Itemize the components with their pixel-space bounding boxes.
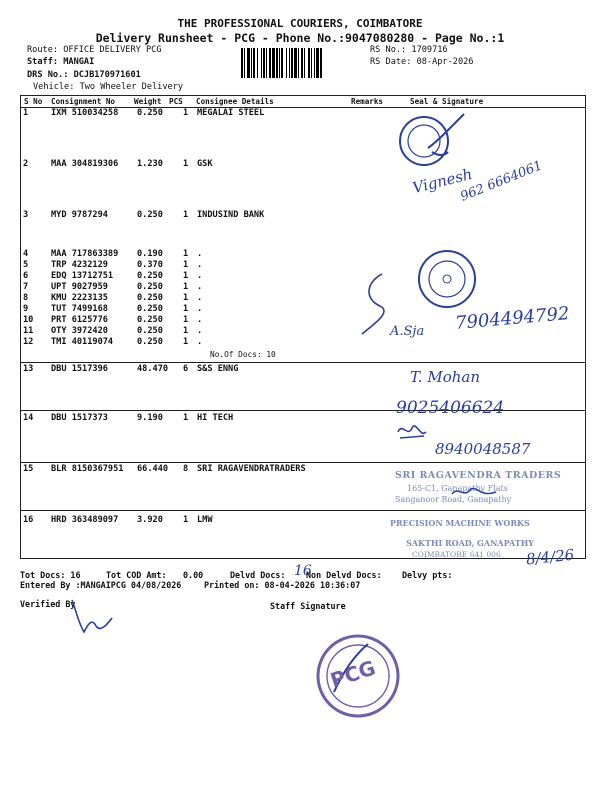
row-weight: 0.370 — [137, 260, 163, 270]
row-sno: 7 — [23, 282, 29, 292]
non-delivered-docs-label: Non Delvd Docs: — [306, 570, 382, 580]
row-sno: 4 — [23, 249, 29, 259]
row-weight: 0.250 — [137, 108, 163, 118]
row14-signature-icon — [396, 420, 428, 442]
row-pcs: 1 — [183, 326, 189, 336]
row-sno: 1 — [23, 108, 29, 118]
row-consignee: GSK — [197, 159, 213, 169]
row-consignment-number: TMI 40119074 — [51, 337, 114, 347]
row-pcs: 1 — [183, 337, 189, 347]
drs-number: DRS No.: DCJB170971601 — [27, 70, 141, 80]
row-consignee: LMW — [197, 515, 213, 525]
row-weight: 0.250 — [137, 326, 163, 336]
row-weight: 66.440 — [137, 464, 169, 474]
row-consignee: . — [197, 271, 203, 281]
row-weight: 0.250 — [137, 337, 163, 347]
col-sno: S No — [24, 97, 43, 106]
row-consignee: HI TECH — [197, 413, 234, 423]
delivery-points-label: Delvy pts: — [402, 570, 453, 580]
row-sno: 10 — [23, 315, 34, 325]
row-consignment-number: TUT 7499168 — [51, 304, 108, 314]
col-weight: Weight — [134, 97, 162, 106]
row-consignee: MEGALAI STEEL — [197, 108, 265, 118]
vehicle-label: Vehicle: Two Wheeler Delivery — [33, 82, 184, 92]
row-sno: 5 — [23, 260, 29, 270]
row-consignee: . — [197, 315, 203, 325]
row-weight: 0.250 — [137, 315, 163, 325]
staff-label: Staff: MANGAI — [27, 57, 95, 67]
rs-date: RS Date: 08-Apr-2026 — [370, 57, 474, 67]
company-title: THE PROFESSIONAL COURIERS, COIMBATORE — [177, 17, 423, 30]
row14-phone: 8940048587 — [435, 440, 531, 458]
delivered-docs-label: Delvd Docs: — [230, 570, 286, 580]
route-label: Route: OFFICE DELIVERY PCG — [27, 45, 162, 55]
row-pcs: 1 — [183, 304, 189, 314]
row-pcs: 1 — [183, 315, 189, 325]
row-weight: 48.470 — [137, 364, 169, 374]
row-consignment-number: MAA 304819306 — [51, 159, 119, 169]
row-sno: 16 — [23, 515, 34, 525]
row-consignment-number: DBU 1517373 — [51, 413, 108, 423]
group-seal-icon — [352, 244, 502, 354]
col-consignment: Consignment No — [51, 97, 116, 106]
row-pcs: 1 — [183, 413, 189, 423]
row-consignment-number: BLR 8150367951 — [51, 464, 124, 474]
entered-by: Entered By :MANGAIPCG 04/08/2026 — [20, 580, 182, 590]
row-sno: 8 — [23, 293, 29, 303]
seal-stamp-icon — [392, 108, 492, 170]
row-sno: 13 — [23, 364, 34, 374]
row-consignee: S&S ENNG — [197, 364, 239, 374]
col-seal-signature: Seal & Signature — [410, 97, 484, 106]
total-cod-value: 0.00 — [183, 570, 204, 580]
row-consignment-number: UPT 9027959 — [51, 282, 108, 292]
row-pcs: 1 — [183, 108, 189, 118]
row-sno: 9 — [23, 304, 29, 314]
row-consignment-number: OTY 3972420 — [51, 326, 108, 336]
row2-signature-phone: 962 6664061 — [458, 158, 545, 205]
row-weight: 0.190 — [137, 249, 163, 259]
row-consignment-number: HRD 363489097 — [51, 515, 119, 525]
row-consignee: . — [197, 304, 203, 314]
row-consignment-number: DBU 1517396 — [51, 364, 108, 374]
row-sno: 6 — [23, 271, 29, 281]
verified-signature-icon — [62, 596, 118, 636]
row-consignment-number: MYD 9787294 — [51, 210, 108, 220]
row-pcs: 1 — [183, 515, 189, 525]
row-consignee: . — [197, 260, 203, 270]
row-consignee: . — [197, 293, 203, 303]
row12-phone: 7904494792 — [454, 303, 571, 334]
row2-signature-name: Vignesh — [410, 164, 475, 198]
row-consignment-number: KMU 2223135 — [51, 293, 108, 303]
row-consignment-number: TRP 4232129 — [51, 260, 108, 270]
row16-date: 8/4/26 — [525, 545, 576, 569]
row-pcs: 1 — [183, 271, 189, 281]
row-consignment-number: MAA 717863389 — [51, 249, 119, 259]
row-consignee: . — [197, 249, 203, 259]
row-pcs: 1 — [183, 249, 189, 259]
row13-phone: 9025406624 — [396, 398, 505, 418]
row-weight: 0.250 — [137, 304, 163, 314]
pcg-seal-text: PCG — [327, 655, 379, 693]
row15-signature-icon — [450, 484, 500, 500]
row15-company-stamp: SRI RAGAVENDRA TRADERS 165-C1, Ganapathy Flats Sanganoor Road, Ganapathy — [395, 470, 562, 504]
row-weight: 0.250 — [137, 210, 163, 220]
row13-signature: T. Mohan — [410, 368, 480, 386]
row-weight: 0.250 — [137, 282, 163, 292]
printed-on: Printed on: 08-04-2026 10:36:07 — [204, 580, 361, 590]
row-weight: 9.190 — [137, 413, 163, 423]
row-pcs: 8 — [183, 464, 189, 474]
row-pcs: 1 — [183, 293, 189, 303]
row-pcs: 1 — [183, 260, 189, 270]
row-weight: 0.250 — [137, 293, 163, 303]
row-sno: 14 — [23, 413, 34, 423]
total-docs: Tot Docs: 16 — [20, 570, 81, 580]
row-weight: 3.920 — [137, 515, 163, 525]
row-sno: 2 — [23, 159, 29, 169]
row-sno: 11 — [23, 326, 34, 336]
row-consignment-number: EDQ 13712751 — [51, 271, 114, 281]
no-of-docs: No.Of Docs: 10 — [210, 350, 276, 359]
row-weight: 1.230 — [137, 159, 163, 169]
row-consignee: . — [197, 337, 203, 347]
row-sno: 3 — [23, 210, 29, 220]
row-pcs: 1 — [183, 210, 189, 220]
barcode-icon — [240, 48, 366, 78]
row-pcs: 1 — [183, 282, 189, 292]
row-sno: 15 — [23, 464, 34, 474]
row-pcs: 6 — [183, 364, 189, 374]
row-consignee: INDUSIND BANK — [197, 210, 265, 220]
row12-initials: A.Sja — [390, 324, 425, 339]
row-weight: 0.250 — [137, 271, 163, 281]
row-consignee: SRI RAGAVENDRATRADERS — [197, 464, 306, 474]
col-consignee: Consignee Details — [196, 97, 274, 106]
verified-by-label: Verified By — [20, 599, 76, 609]
row-pcs: 1 — [183, 159, 189, 169]
delivered-docs-count: 16 — [294, 563, 312, 579]
row-consignee: . — [197, 326, 203, 336]
row-consignment-number: IXM 510034258 — [51, 108, 119, 118]
rs-number: RS No.: 1709716 — [370, 45, 448, 55]
row-sno: 12 — [23, 337, 34, 347]
row-consignee: . — [197, 282, 203, 292]
row-consignment-number: PRT 6125776 — [51, 315, 108, 325]
row16-company-stamp: PRECISION MACHINE WORKS SAKTHI ROAD, GANAPATHY COIMBATORE 641 006 — [390, 518, 535, 559]
col-remarks: Remarks — [351, 97, 384, 106]
col-pcs: PCS — [169, 97, 183, 106]
runsheet-title: Delivery Runsheet - PCG - Phone No.:9047080280 - Page No.:1 — [95, 31, 505, 45]
total-cod-label: Tot COD Amt: — [106, 570, 167, 580]
staff-signature-label: Staff Signature — [270, 601, 346, 611]
